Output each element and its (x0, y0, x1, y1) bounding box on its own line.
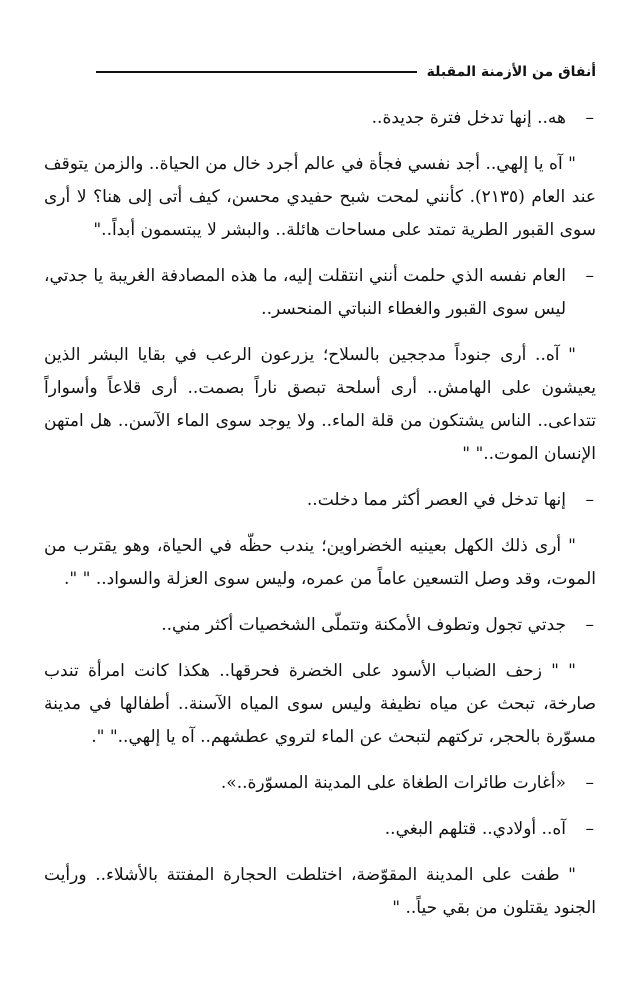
dialogue-dash: – (585, 266, 594, 286)
dialogue-dash: – (585, 773, 594, 793)
paragraph-text: العام نفسه الذي حلمت أنني انتقلت إليه، ما هذه المصادفة الغريبة يا جدتي، ليس سوى القبور والغطاء النباتي المنحسر.. (44, 266, 566, 319)
dialogue-paragraph (44, 609, 596, 642)
paragraph-text: " " زحف الضباب الأسود على الخضرة فحرقها.. هكذا كانت امرأة تندب صارخة، تبحث عن مياه نظيفة وليس سوى المياه الآسنة.. أطفالها في مدينة مسوّرة بالحجر، تركتهم لتبحث عن الماء لتروي عطشهم.. آه يا إلهي.." ". (44, 661, 596, 747)
dialogue-paragraph (44, 767, 596, 800)
paragraph-text: آه.. أولادي.. قتلهم البغي.. (384, 819, 566, 839)
header-rule (96, 71, 417, 73)
dialogue-dash: – (585, 819, 594, 839)
dialogue-paragraph (44, 813, 596, 846)
paragraph-text: " طفت على المدينة المقوّضة، اختلطت الحجارة المفتتة بالأشلاء.. ورأيت الجنود يقتلون من بقي حياً.. " (44, 865, 596, 918)
dialogue-dash: – (585, 615, 594, 635)
paragraph-text: هه.. إنها تدخل فترة جديدة.. (371, 108, 566, 128)
running-header (96, 58, 596, 86)
paragraph-text: «أغارت طائرات الطغاة على المدينة المسوّرة..». (220, 773, 566, 793)
paragraph-text: جدتي تجول وتطوف الأمكنة وتتملّى الشخصيات أكثر مني.. (161, 615, 566, 635)
paragraph-text: " آه يا إلهي.. أجد نفسي فجأة في عالم أجرد خال من الحياة.. والزمن يتوقف عند العام (٢١٣٥). كأنني لمحت شبح حفيدي محسن، كيف أتى إلى هنا؟ لا أرى سوى القبور الطرية تمتد على مساحات هائلة.. والبشر لا يبتسمون أبداً.." (44, 154, 596, 240)
paragraph-text: إنها تدخل في العصر أكثر مما دخلت.. (306, 490, 566, 510)
paragraph-text: " آه.. أرى جنوداً مدججين بالسلاح؛ يزرعون الرعب في بقايا البشر الذين يعيشون على الهامش.. أرى أسلحة تبصق ناراً بصمت.. أرى قلاعاً وأسواراً تتداعى.. الناس يشتكون من قلة الماء.. ولا يوجد سوى الماء الآسن.. هل امتهن الإنسان الموت.." " (44, 345, 596, 464)
dialogue-dash: – (585, 490, 594, 510)
body-text (44, 102, 596, 938)
quote-paragraph (44, 530, 596, 596)
quote-paragraph (44, 148, 596, 247)
paragraph-text: " أرى ذلك الكهل بعينيه الخضراوين؛ يندب حظّه في الحياة، وهو يقترب من الموت، وقد وصل التسعين عاماً من عمره، وليس سوى العزلة والسواد.. " ". (44, 536, 596, 589)
dialogue-dash: – (585, 108, 594, 128)
quote-paragraph (44, 655, 596, 754)
quote-paragraph (44, 859, 596, 925)
header-title: أنفاق من الأزمنة المقبلة (426, 64, 596, 80)
dialogue-paragraph (44, 260, 596, 326)
quote-paragraph (44, 339, 596, 471)
dialogue-paragraph (44, 484, 596, 517)
dialogue-paragraph (44, 102, 596, 135)
